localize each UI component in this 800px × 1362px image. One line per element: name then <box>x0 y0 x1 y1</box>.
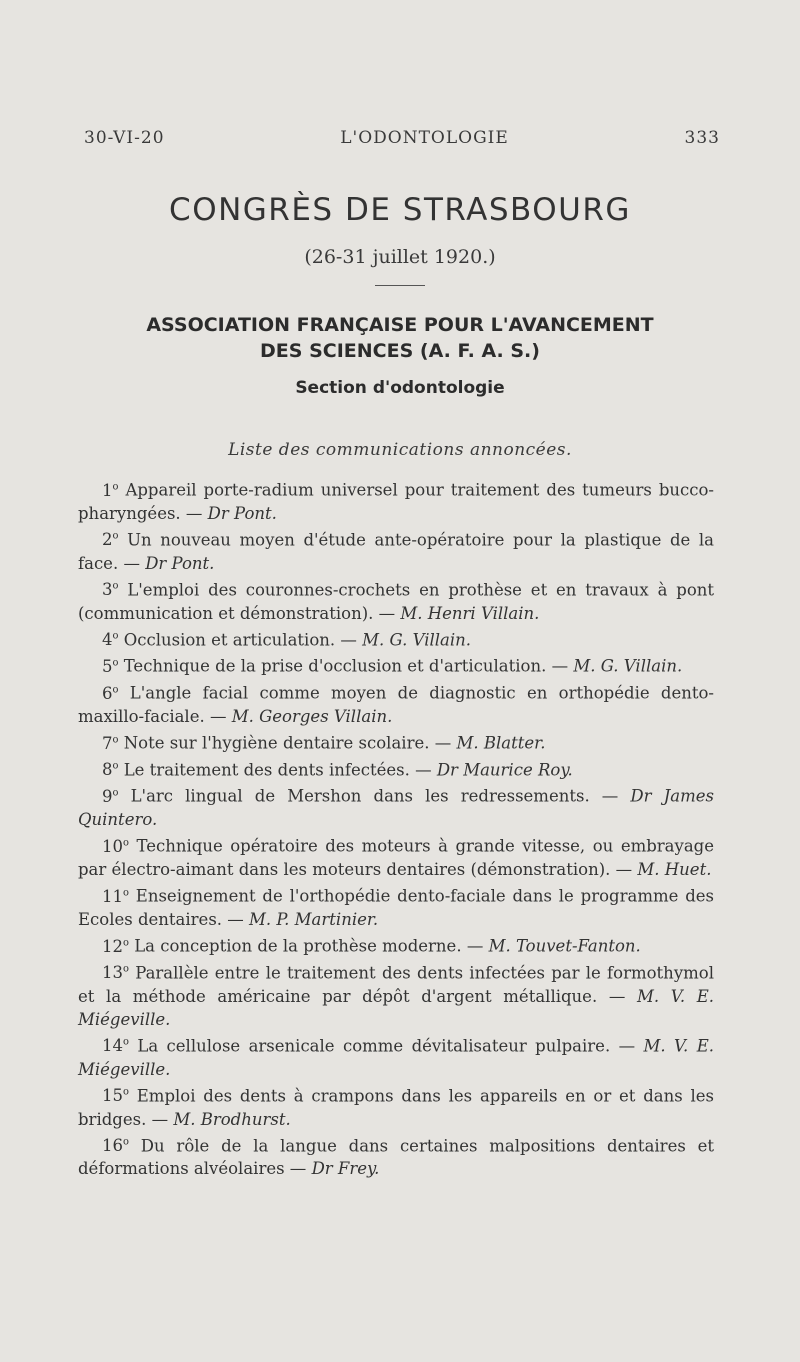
item-title: Un nouveau moyen d'étude ante-opératoire pour la plastique de la face. — <box>78 530 714 573</box>
item-title: Parallèle entre le traitement des dents infectées par le formothymol et la méthode américaine par dépôt d'argent métallique. — <box>78 963 714 1006</box>
item-number: 4$^o$ <box>102 630 119 650</box>
divider-rule <box>375 285 425 286</box>
communications-list <box>78 475 714 1181</box>
communication-item <box>78 575 714 625</box>
item-title: Du rôle de la langue dans certaines malpositions dentaires et déformations alvéolaires — <box>78 1136 714 1179</box>
communication-item <box>78 1081 714 1131</box>
item-number: 11$^o$ <box>102 886 129 906</box>
communication-item <box>78 1131 714 1181</box>
item-title: La cellulose arsenicale comme dévitalisateur pulpaire. — <box>137 1036 644 1056</box>
communication-item <box>78 931 714 958</box>
item-author: M. Blatter. <box>456 733 546 753</box>
item-author: M. V. E. Miégeville. <box>78 1036 714 1079</box>
item-number: 8$^o$ <box>102 760 119 780</box>
communication-item <box>78 958 714 1031</box>
communication-item <box>78 678 714 728</box>
communication-item <box>78 625 714 652</box>
item-title: Le traitement des dents infectées. — <box>123 760 437 780</box>
item-author: M. Brodhurst. <box>173 1109 291 1129</box>
association-line-1: ASSOCIATION FRANÇAISE POUR L'AVANCEMENT <box>146 314 654 336</box>
congress-title: CONGRÈS DE STRASBOURG <box>169 192 631 228</box>
item-author: M. P. Martinier. <box>249 909 379 929</box>
header-date: 30-VI-20 <box>84 128 165 148</box>
item-number: 6$^o$ <box>102 683 119 703</box>
item-author: Dr Pont. <box>207 503 277 523</box>
communication-item <box>78 651 714 678</box>
communication-item <box>78 525 714 575</box>
item-number: 7$^o$ <box>102 733 119 753</box>
item-number: 16$^o$ <box>102 1136 129 1156</box>
communication-item <box>78 755 714 782</box>
item-number: 15$^o$ <box>102 1086 129 1106</box>
list-subtitle: Liste des communications annoncées. <box>228 440 572 460</box>
item-title: Emploi des dents à crampons dans les appareils en or et dans les bridges. — <box>78 1086 714 1129</box>
item-title: L'angle facial comme moyen de diagnostic en orthopédie dento-maxillo-faciale. — <box>78 683 715 726</box>
communication-item <box>78 831 714 881</box>
item-number: 5$^o$ <box>102 656 119 676</box>
item-number: 10$^o$ <box>102 836 129 856</box>
item-number: 1$^o$ <box>102 480 119 500</box>
item-number: 9$^o$ <box>102 786 119 806</box>
communication-item <box>78 475 714 525</box>
communication-item <box>78 781 714 831</box>
communication-item <box>78 728 714 755</box>
item-title: La conception de la prothèse moderne. — <box>134 936 489 956</box>
page-number: 333 <box>684 128 720 148</box>
item-number: 13$^o$ <box>102 963 129 983</box>
item-title: L'emploi des couronnes-crochets en prothèse et en travaux à pont (communication et démonstration). — <box>78 580 715 623</box>
association-line-2: DES SCIENCES (A. F. A. S.) <box>260 340 540 362</box>
item-author: Dr Frey. <box>311 1159 380 1179</box>
item-number: 12$^o$ <box>102 936 129 956</box>
item-author: M. V. E. Miégeville. <box>78 986 715 1029</box>
communication-item <box>78 1031 714 1081</box>
item-title: Technique de la prise d'occlusion et d'articulation. — <box>123 656 574 676</box>
item-author: Dr James Quintero. <box>78 786 714 830</box>
section-heading: Section d'odontologie <box>295 378 505 398</box>
item-title: L'arc lingual de Mershon dans les redressements. — <box>130 786 631 806</box>
journal-name: L'ODONTOLOGIE <box>340 128 509 148</box>
running-header <box>84 128 720 148</box>
item-author: Dr Maurice Roy. <box>436 760 573 780</box>
item-author: M. Georges Villain. <box>231 706 393 726</box>
communication-item <box>78 881 714 931</box>
item-number: 14$^o$ <box>102 1036 129 1056</box>
item-title: Enseignement de l'orthopédie dento-faciale dans le programme des Ecoles dentaires. — <box>78 886 715 929</box>
item-title: Occlusion et articulation. — <box>123 630 363 650</box>
item-author: Dr Pont. <box>145 553 215 573</box>
item-author: M. G. Villain. <box>362 630 472 650</box>
item-author: M. G. Villain. <box>573 656 683 676</box>
item-number: 2$^o$ <box>102 530 119 550</box>
item-title: Appareil porte-radium universel pour traitement des tumeurs bucco-pharyngées. — <box>78 480 714 523</box>
item-author: M. Huet. <box>637 860 712 880</box>
item-author: M. Henri Villain. <box>400 603 540 623</box>
item-number: 3$^o$ <box>102 580 119 600</box>
item-title: Technique opératoire des moteurs à grande vitesse, ou embrayage par électro-aimant dans les moteurs dentaires (démonstration). — <box>78 836 714 880</box>
congress-dates: (26-31 juillet 1920.) <box>304 246 496 268</box>
item-author: M. Touvet-Fanton. <box>488 936 641 956</box>
item-title: Note sur l'hygiène dentaire scolaire. — <box>123 733 457 753</box>
association-heading <box>0 312 800 364</box>
